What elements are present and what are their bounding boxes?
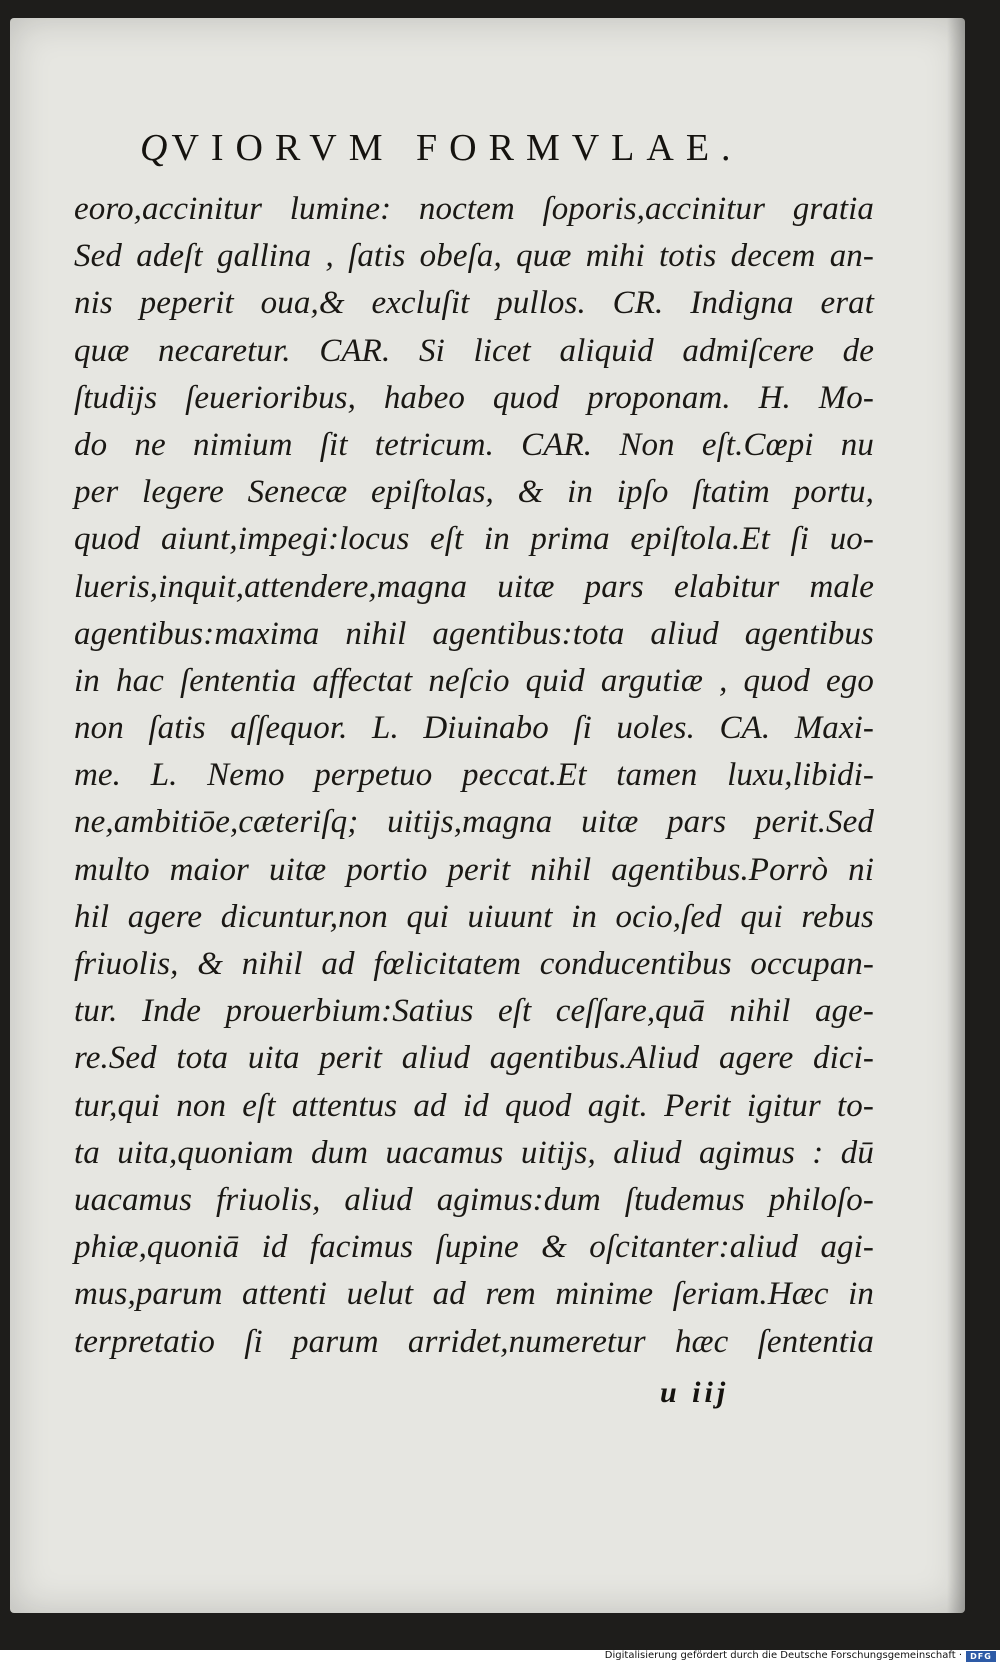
text-line: me. L. Nemo perpetuo peccat.Et tamen luxu,libidi- <box>74 757 874 794</box>
text-line: re.Sed tota uita perit aliud agentibus.Aliud agere dici- <box>74 1040 874 1077</box>
text-line: non ſatis aſſequor. L. Diuinabo ſi uoles. CA. Maxi- <box>74 710 874 747</box>
running-head-initial: Q <box>140 127 172 169</box>
text-line: eoro,accinitur lumine: noctem ſoporis,accinitur gratia <box>74 191 874 227</box>
text-line: phiæ,quoniā id facimus ſupine & oſcitanter:aliud agi- <box>74 1229 874 1266</box>
funding-credit: Digitalisierung gefördert durch die Deutsche Forschungsgemeinschaft · <box>604 1650 962 1661</box>
text-line: friuolis, & nihil ad fœlicitatem conducentibus occupan- <box>74 946 874 982</box>
text-line: tur,qui non eſt attentus ad id quod agit. Perit igitur to- <box>74 1087 874 1124</box>
running-head <box>140 126 800 170</box>
body-text <box>74 186 874 1366</box>
text-line: hil agere dicuntur,non qui uiuunt in ocio,ſed qui rebus <box>74 898 874 935</box>
text-line: ne,ambitiōe,cæteriſq; uitijs,magna uitæ pars perit.Sed <box>74 804 874 841</box>
text-line: ſtudijs ſeuerioribus, habeo quod proponam. H. Mo- <box>74 379 874 416</box>
text-line: per legere Senecæ epiſtolas, & in ipſo ſtatim portu, <box>74 474 874 511</box>
text-line: tur. Inde prouerbium:Satius eſt ceſſare,quā nihil age- <box>74 993 874 1030</box>
footer-bar <box>0 1650 1000 1663</box>
text-line: uacamus friuolis, aliud agimus:dum ſtudemus philoſo- <box>74 1181 874 1218</box>
book-page <box>10 18 965 1613</box>
text-line: quæ necaretur. CAR. Si licet aliquid admiſcere de <box>74 332 874 369</box>
text-line: quod aiunt,impegi:locus eſt in prima epiſtola.Et ſi uo- <box>74 521 874 558</box>
text-line: mus,parum attenti uelut ad rem minime ſeriam.Hæc in <box>74 1276 874 1313</box>
text-line: ta uita,quoniam dum uacamus uitijs, aliud agimus : dū <box>74 1134 874 1171</box>
text-line: in hac ſententia affectat neſcio quid argutiæ , quod ego <box>74 662 874 699</box>
text-line: do ne nimium ſit tetricum. CAR. Non eſt.Cœpi nu <box>74 426 874 463</box>
text-line: Sed adeſt gallina , ſatis obeſa, quæ mihi totis decem an- <box>74 238 874 275</box>
signature-mark: u iij <box>660 1376 730 1409</box>
text-line: agentibus:maxima nihil agentibus:tota aliud agentibus <box>74 615 874 652</box>
text-line: nis peperit oua,& excluſit pullos. CR. Indigna erat <box>74 285 874 322</box>
dfg-logo: DFG <box>966 1651 996 1662</box>
text-line: lueris,inquit,attendere,magna uitæ pars elabitur male <box>74 568 874 605</box>
running-head-title: VIORVM FORMVLAE. <box>171 127 743 169</box>
text-line: terpretatio ſi parum arridet,numeretur hæc ſententia <box>74 1323 874 1360</box>
text-line: multo maior uitæ portio perit nihil agentibus.Porrò ni <box>74 851 874 888</box>
